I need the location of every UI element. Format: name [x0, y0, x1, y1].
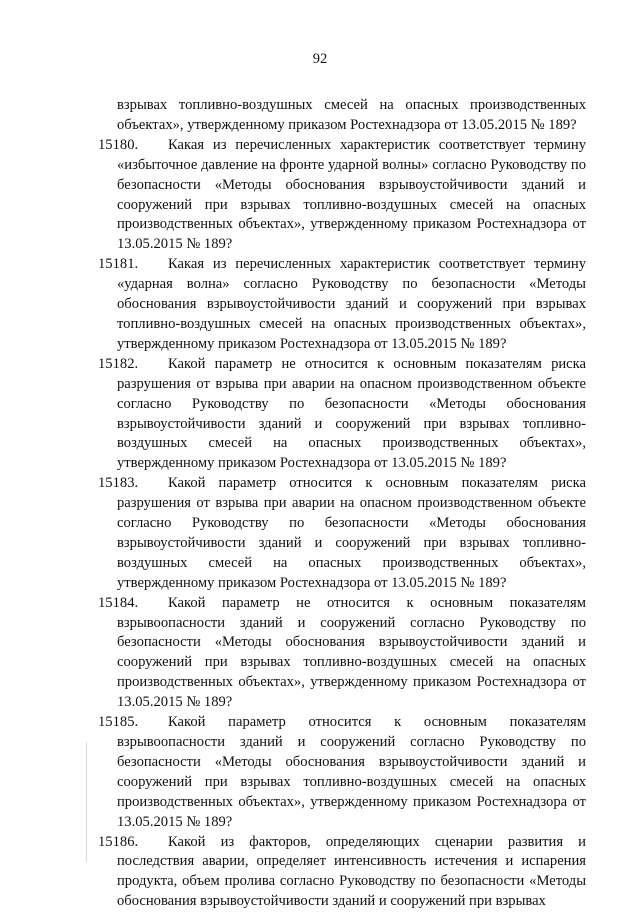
question-text: Какой параметр относится к основным показателям взрывоопасности зданий и сооружений согласно Руководству по безопасности «Методы обоснования взрывоустойчивости зданий и сооружений при взрывах топливно-воздушных смесей на опасных производственных объектах», утвержденному приказом Ростехнадзора от 13.05.2015 № 189? — [117, 714, 586, 830]
question-text: Какой параметр не относится к основным показателям риска разрушения от взрыва при аварии на опасном производственном объекте согласно Руководству по безопасности «Методы обоснования взрывоустойчивости зданий и сооружений при взрывах топливно-воздушных смесей на опасных производственных объектах», утвержденному приказом Ростехнадзора от 13.05.2015 № 189? — [117, 355, 586, 472]
question-item — [98, 136, 586, 255]
question-item — [98, 713, 586, 832]
question-number: 15185. — [98, 714, 139, 731]
question-number: 15181. — [98, 256, 139, 273]
question-item — [98, 833, 586, 912]
question-text: Какой из факторов, определяющих сценарии развития и последствия аварии, определяет интенсивность истечения и испарения продукта, объем пролива согласно Руководству по безопасности «Методы обоснования взрывоустойчивости зданий и сооружений при взрывах — [117, 833, 586, 910]
question-item — [98, 355, 586, 474]
page-number: 92 — [312, 51, 328, 67]
question-number: 15186. — [98, 833, 139, 850]
question-item — [98, 594, 586, 713]
question-item — [98, 255, 586, 355]
question-number: 15182. — [98, 355, 139, 372]
question-text: Какая из перечисленных характеристик соответствует термину «избыточное давление на фронте ударной волны» согласно Руководству по безопасности «Методы обоснования взрывоустойчивости зданий и сооружений при взрывах топливно-воздушных смесей на опасных производственных объектах», утвержденному приказом Ростехнадзора от 13.05.2015 № 189? — [117, 136, 586, 253]
continuation-text: взрывах топливно-воздушных смесей на опасных производственных объектах», утвержденному приказом Ростехнадзора от 13.05.2015 № 189? — [117, 97, 586, 133]
scan-edge-mark — [86, 742, 87, 862]
question-text: Какая из перечисленных характеристик соответствует термину «ударная волна» согласно Руководству по безопасности «Методы обоснования взрывоустойчивости зданий и сооружений при взрывах топливно-воздушных смесей на опасных производственных объектах», утвержденному приказом Ростехнадзора от 13.05.2015 № 189? — [117, 256, 586, 352]
question-text: Какой параметр относится к основным показателям риска разрушения от взрыва при аварии на опасном производственном объекте согласно Руководству по безопасности «Методы обоснования взрывоустойчивости зданий и сооружений при взрывах топливно-воздушных смесей на опасных производственных объектах», утвержденному приказом Ростехнадзора от 13.05.2015 № 189? — [117, 475, 586, 591]
question-text: Какой параметр не относится к основным показателям взрывоопасности зданий и сооружений согласно Руководству по безопасности «Методы обоснования взрывоустойчивости зданий и сооружений при взрывах топливно-воздушных смесей на опасных производственных объектах», утвержденному приказом Ростехнадзора от 13.05.2015 № 189? — [117, 594, 586, 711]
question-number: 15183. — [98, 475, 139, 492]
question-number: 15184. — [98, 594, 139, 611]
document-body — [98, 96, 586, 912]
question-item — [98, 474, 586, 593]
question-number: 15180. — [98, 136, 139, 153]
